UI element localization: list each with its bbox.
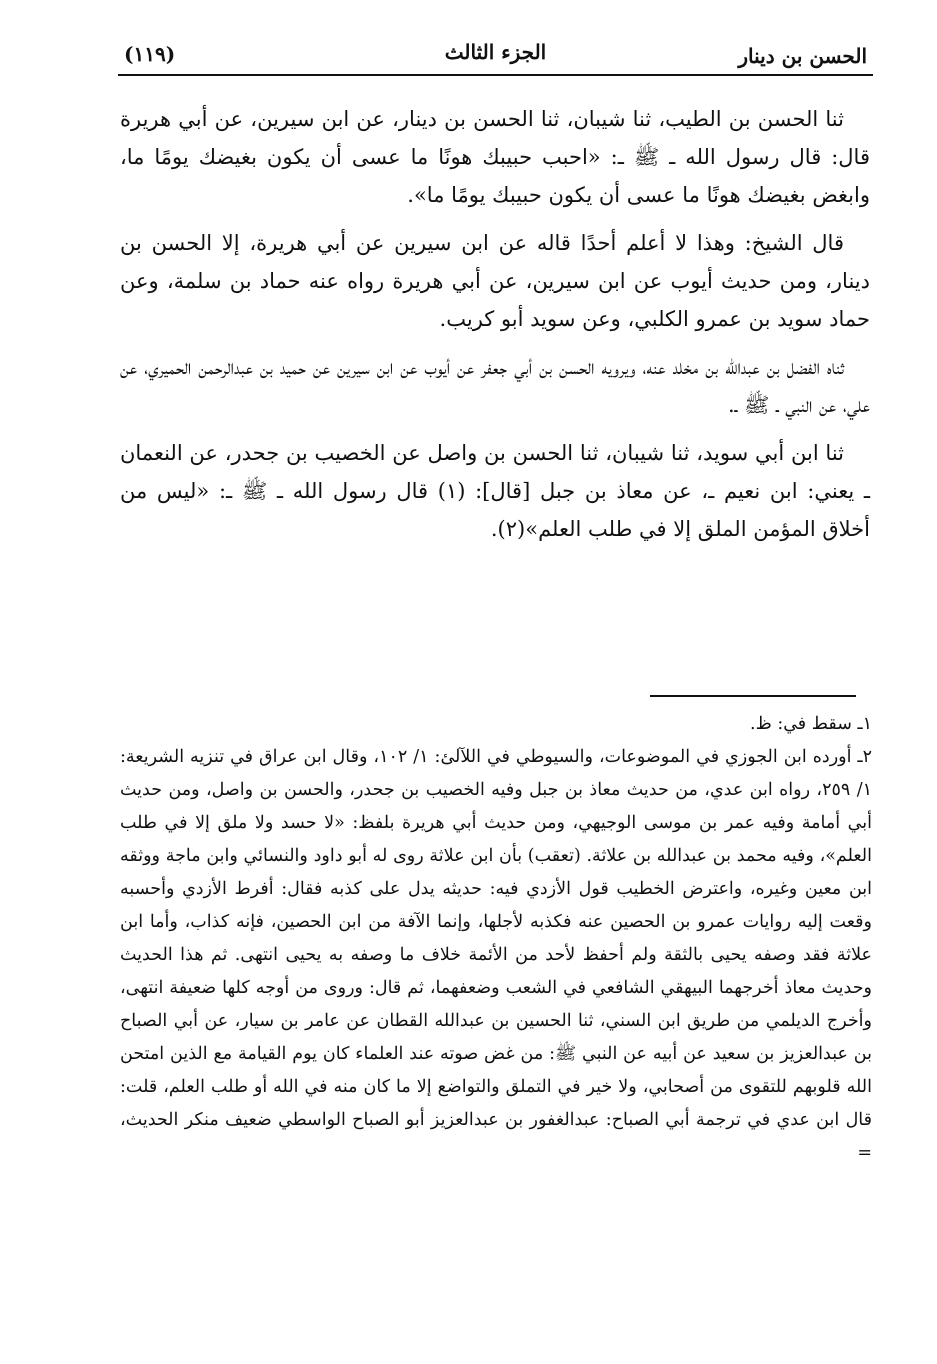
running-head-volume: الجزء الثالث xyxy=(444,40,547,64)
body-paragraph: ثنا الحسن بن الطيب، ثنا شيبان، ثنا الحسن بن دينار، عن ابن سيرين، عن أبي هريرة قال: قال رسول الله ـ ﷺ ـ: «احبب حبيبك هونًا ما عسى أن يكون بغيضك يومًا ما، وابغض بغيضك هونًا ما عسى أن يكون حبيبك يومًا ما». xyxy=(120,107,870,207)
page-number: (١١٩) xyxy=(124,42,176,66)
footnote-number: ٢ـ xyxy=(857,747,872,767)
running-head-title: الحسن بن دينار xyxy=(738,44,867,68)
footnote xyxy=(120,741,872,1170)
main-text xyxy=(120,100,870,558)
footnote xyxy=(120,708,872,741)
header-divider xyxy=(118,74,873,76)
footnote-text: أورده ابن الجوزي في الموضوعات، والسيوطي في اللآلئ: ١/ ١٠٢، وقال ابن عراق في تنزيه الشريعة: ١/ ٢٥٩، رواه ابن عدي، من حديث معاذ بن جبل وفيه الخصيب بن جحدر، والحسن بن واصل، ومن حديث أبي أمامة وفيه عمر بن موسى الوجيهي، ومن حديث أبي هريرة بلفظ: «لا حسد ولا ملق إلا في طلب العلم»، وفيه محمد بن عبدالله بن علاثة. (تعقب) بأن ابن علاثة روى له أبو داود والنسائي وابن ماجة ووثقه ابن معين وغيره، واعترض الخطيب قول الأزدي فيه: حديثه يدل على كذبه فقال: أفرط الأزدي وأحسبه وقعت إليه روايات عمرو بن الحصين عنه فكذبه لأجلها، وإنما الآفة من ابن الحصين، فإنه كذاب، وأما ابن علاثة فقد وصفه يحيى بالثقة ولم أحفظ لأحد من الأئمة خلاف ما وصفه به يحيى انتهى. ثم هذا الحديث وحديث معاذ أخرجهما البيهقي الشافعي في الشعب وضعفهما، ثم قال: وروى من أوجه كلها ضعيفة انتهى، وأخرج الديلمي من طريق ابن السني، ثنا الحسين بن عبدالله القطان عن عامر بن سيار، عن أبي الصباح بن عبدالعزيز بن سعيد عن أبيه عن النبي ﷺ: من غض صوته عند العلماء كان يوم القيامة مع الذين امتحن الله قلوبهم للتقوى من أصحابي، ولا خير في التملق والتواضع إلا ما كان منه في الله أو طلب العلم، قلت: قال ابن عدي في ترجمة أبي الصباح: عبدالغفور بن عبدالعزيز أبو الصباح الواسطي ضعيف منكر الحديث، = xyxy=(120,747,872,1163)
footnote-text: سقط في: ظ. xyxy=(750,714,852,734)
page-header xyxy=(118,38,873,78)
footnote-divider xyxy=(650,695,856,697)
body-paragraph: ثناه الفضل بن عبدالله بن مخلد عنه، ويرويه الحسن بن أبي جعفر عن أيوب عن ابن سيرين عن حميد بن عبدالرحمن الحميري، عن علي، عن النبي ـ ﷺ ـ. xyxy=(120,355,870,417)
body-paragraph: ثنا ابن أبي سويد، ثنا شيبان، ثنا الحسن بن واصل عن الخصيب بن جحدر، عن النعمان ـ يعني: ابن نعيم ـ، عن معاذ بن جبل [قال]: (١) قال رسول الله ـ ﷺ ـ: «ليس من أخلاق المؤمن الملق إلا في طلب العلم»(٢). xyxy=(120,441,870,541)
body-paragraph: قال الشيخ: وهذا لا أعلم أحدًا قاله عن ابن سيرين عن أبي هريرة، إلا الحسن بن دينار، ومن حديث أيوب عن ابن سيرين، عن أبي هريرة رواه عنه حماد بن سلمة، وعن حماد سويد بن عمرو الكلبي، وعن سويد أبو كريب. xyxy=(120,231,870,331)
footnote-number: ١ـ xyxy=(857,714,872,734)
footnotes xyxy=(120,708,872,1170)
